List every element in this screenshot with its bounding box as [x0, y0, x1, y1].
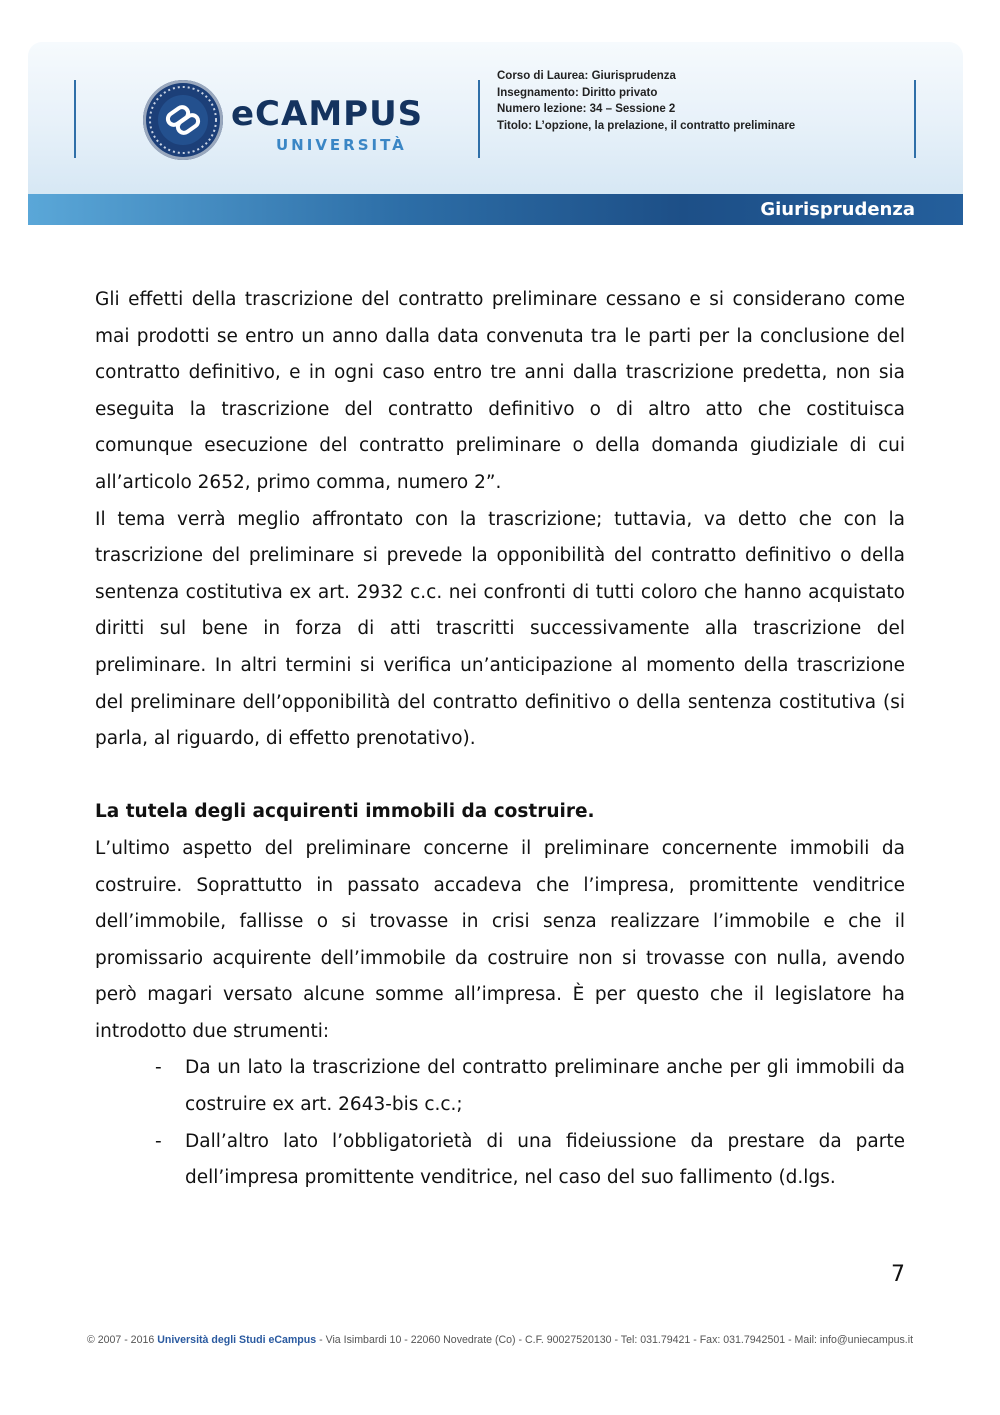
paragraph: Gli effetti della trascrizione del contratto preliminare cessano e si considerano come mai prodotti se entro un anno dalla data convenuta tra le parti per la conclusione del contratto definitivo, e in ogni caso entro tre anni dalla trascrizione predetta, non sia eseguita la trascrizione del contratto definitivo o di altro atto che costituisca comunque esecuzione del contratto preliminare o della domanda giudiziale di cui all’articolo 2652, primo comma, numero 2”. [95, 289, 905, 493]
ecampus-emblem-icon [143, 80, 223, 160]
list-item [95, 1050, 905, 1123]
paragraph: L’ultimo aspetto del preliminare concerne il preliminare concernente immobili da costruire. Soprattutto in passato accadeva che l’impresa, promittente venditrice dell’immobile, fallisse o si trovasse in crisi senza realizzare l’immobile e che il promissario acquirente dell’immobile da costruire non si trovasse con nulla, avendo però magari versato alcune somme all’impresa. È per questo che il legislatore ha introdotto due strumenti: [95, 837, 905, 1042]
list-item [95, 1124, 905, 1197]
brand-subtitle: UNIVERSITÀ [276, 136, 407, 154]
list-marker: - [155, 1130, 162, 1152]
page-footer [0, 1334, 1000, 1346]
list-item-text: Dall’altro lato l’obbligatorietà di una fideiussione da prestare da parte dell’impresa promittente venditrice, nel caso del suo fallimento (d.lgs. [185, 1130, 905, 1189]
list-item-text: Da un lato la trascrizione del contratto preliminare anche per gli immobili da costruire ex art. 2643-bis c.c.; [185, 1057, 905, 1116]
header-divider-middle [478, 80, 480, 158]
bullet-list [95, 1050, 905, 1196]
course-info [497, 68, 917, 134]
section-heading: La tutela degli acquirenti immobili da costruire. [95, 801, 595, 823]
footer-university: Università degli Studi eCampus [157, 1334, 317, 1346]
header-divider-right [914, 80, 916, 158]
band-label: Giurisprudenza [760, 199, 915, 220]
list-marker: - [155, 1057, 162, 1079]
course-info-line: Insegnamento: Diritto privato [497, 86, 658, 99]
ecampus-logo [143, 80, 443, 164]
brand-name: eCAMPUS [231, 94, 424, 134]
course-info-line: Corso di Laurea: Giurisprudenza [497, 70, 676, 82]
course-info-line: Titolo: L’opzione, la prelazione, il contratto preliminare [497, 119, 796, 132]
course-info-line: Numero lezione: 34 – Sessione 2 [497, 103, 676, 116]
blank-line [95, 758, 905, 795]
header-divider-left [74, 80, 76, 158]
document-body [95, 282, 905, 1197]
page-header [28, 42, 963, 225]
footer-details: - Via Isimbardi 10 - 22060 Novedrate (Co) - C.F. 90027520130 - Tel: 031.79421 - Fax: 031.7942501 - Mail: info@uniecampus.it [316, 1334, 914, 1346]
page-number: 7 [891, 1262, 905, 1287]
header-band [28, 194, 963, 225]
footer-copyright: © 2007 - 2016 [86, 1334, 158, 1346]
paragraph: Il tema verrà meglio affrontato con la trascrizione; tuttavia, va detto che con la trascrizione del preliminare si prevede la opponibilità del contratto definitivo o della sentenza costitutiva ex art. 2932 c.c. nei confronti di tutti coloro che hanno acquistato diritti sul bene in forza di atti trascritti successivamente alla trascrizione del preliminare. In altri termini si verifica un’anticipazione al momento della trascrizione del preliminare dell’opponibilità del contratto definitivo o della sentenza costitutiva (si parla, al riguardo, di effetto prenotativo). [95, 508, 905, 750]
